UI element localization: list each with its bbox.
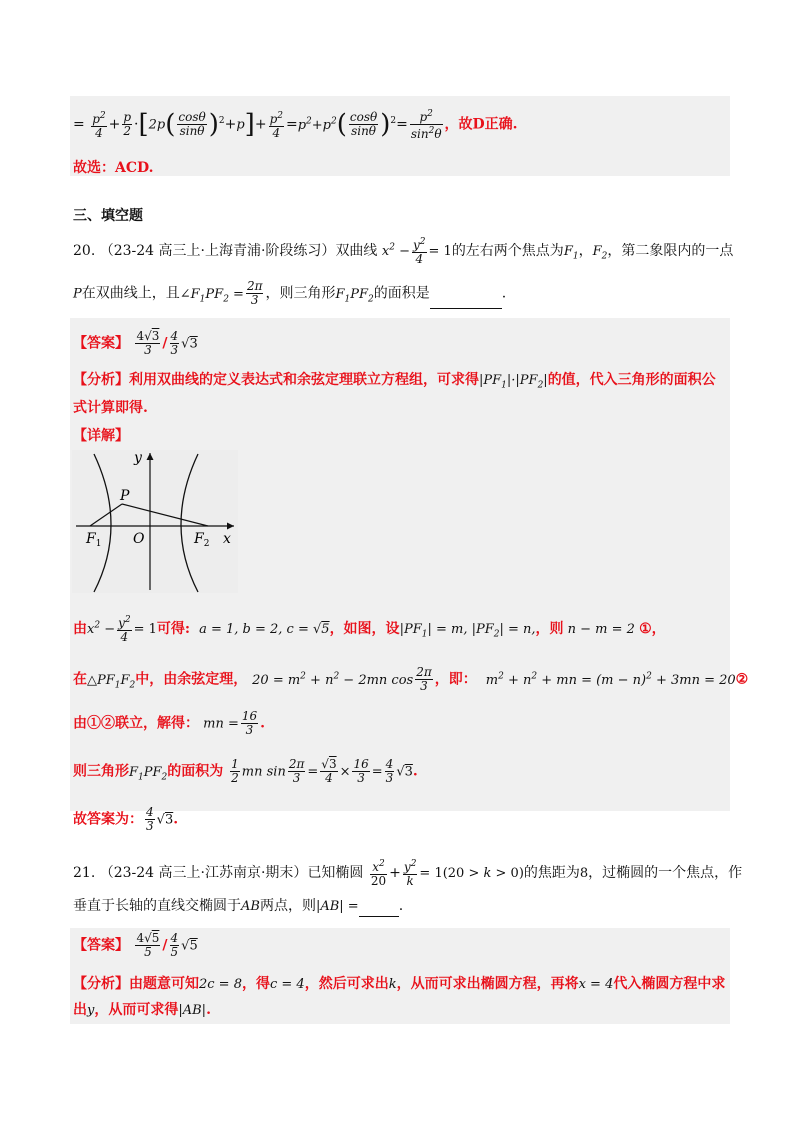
graph-label-x: x	[223, 531, 231, 547]
q21-answer-line: 【答案】 $\frac{4√5}{5}$ / $\frac{4}{5}$ √5	[73, 931, 198, 959]
q20-detail-label: 【详解】	[73, 428, 129, 444]
answer-blank	[430, 294, 502, 309]
q20-step-2: 在$\triangle PF_1F_2$中，由余弦定理， $20 = m^2 + n^2 - 2mn$ cos $\frac{2\pi}{3}$ ，即： $m^2 + n^2$ + mn = $(m - n)^2 + 3mn$ = 20②	[73, 665, 749, 693]
q20-analysis-1: 【分析】利用双曲线的定义表达式和余弦定理联立方程组，可求得$|PF_1|\cdot|PF_2|$的值，代入三角形的面积公	[73, 372, 716, 391]
q21-line-1: 21. （23-24 高三上·江苏南京·期末）已知椭圆 $\frac{x^2}{20}$ + $\frac{y^2}{k}$ = 1(20 > k > 0)的焦距为8，过椭圆的一个焦点，作	[73, 859, 743, 888]
graph-label-O: O	[133, 531, 145, 547]
answer-label: 【答案】	[73, 335, 129, 352]
formula-line: = $\frac{p^2}{4}$ + $\frac{p}{2}$ ·[2p( $\frac{\cos\theta}{\sin\theta}$ )$^2$+p]+ $\frac{p^2}{4}$ $=p^2+p^2$( $\frac{\cos\theta}{\sin\theta}$ )$^2$= $\frac{p^2}{\sin^2\theta}$ ，故D正确.	[73, 109, 518, 141]
q20-line-1: 20. （23-24 高三上·上海青浦·阶段练习）双曲线 $x^2$ − $\frac{y^2}{4}$ = 1的左右两个焦点为$F_1$，$F_2$，第二象限内的一点	[73, 237, 734, 266]
q20-number: 20.	[73, 243, 96, 259]
q20-analysis-2: 式计算即得.	[73, 400, 148, 416]
q21-number: 21.	[73, 865, 96, 881]
graph-label-F2: $F_2$	[194, 531, 210, 549]
graph-label-P: P	[120, 488, 130, 504]
q20-line-2: P在双曲线上，且$\angle F_1PF_2$ = $\frac{2\pi}{3}$ ，则三角形$F_1PF_2$的面积是 .	[73, 280, 506, 309]
hyperbola-graph	[72, 450, 238, 593]
choice-line: 故选：ACD.	[73, 160, 154, 176]
section-title: 三、填空题	[73, 208, 143, 224]
q21-analysis-2: 出y，从而可求得|AB|.	[73, 1002, 211, 1018]
q20-step-3: 由①②联立，解得： mn = $\frac{16}{3}$ .	[73, 709, 266, 737]
q21-line-2: 垂直于长轴的直线交椭圆于AB两点，则|AB| = .	[73, 896, 403, 917]
graph-label-F1: $F_1$	[86, 531, 102, 549]
q21-analysis-1: 【分析】由题意可知2c = 8，得c = 4，然后可求出k，从而可求出椭圆方程，再将x = 4代入椭圆方程中求	[73, 976, 726, 992]
answer-blank-21	[359, 902, 399, 917]
q20-final: 故答案为： $\frac{4}{3}$ √3.	[73, 805, 179, 833]
q20-step-1: 由$x^2$ − $\frac{y^2}{4}$ = 1可得: a = 1, b = 2, c = √5，如图，设$|PF_1| = m$, $|PF_2| = n$,，则 n − m = 2 ①，	[73, 615, 666, 644]
graph-label-y: y	[134, 450, 142, 466]
q20-answer-line: 【答案】 $\frac{4√3}{3}$ / $\frac{4}{3}$ √3	[73, 329, 198, 357]
q20-step-4: 则三角形$F_1PF_2$的面积为 $\frac{1}{2}$ mn sin $\frac{2\pi}{3}$ = $\frac{√3}{4}$ × $\frac{16}{3}$ = $\frac{4}{3}$ √3.	[73, 757, 418, 785]
result-text: ，故D正确.	[444, 116, 518, 133]
